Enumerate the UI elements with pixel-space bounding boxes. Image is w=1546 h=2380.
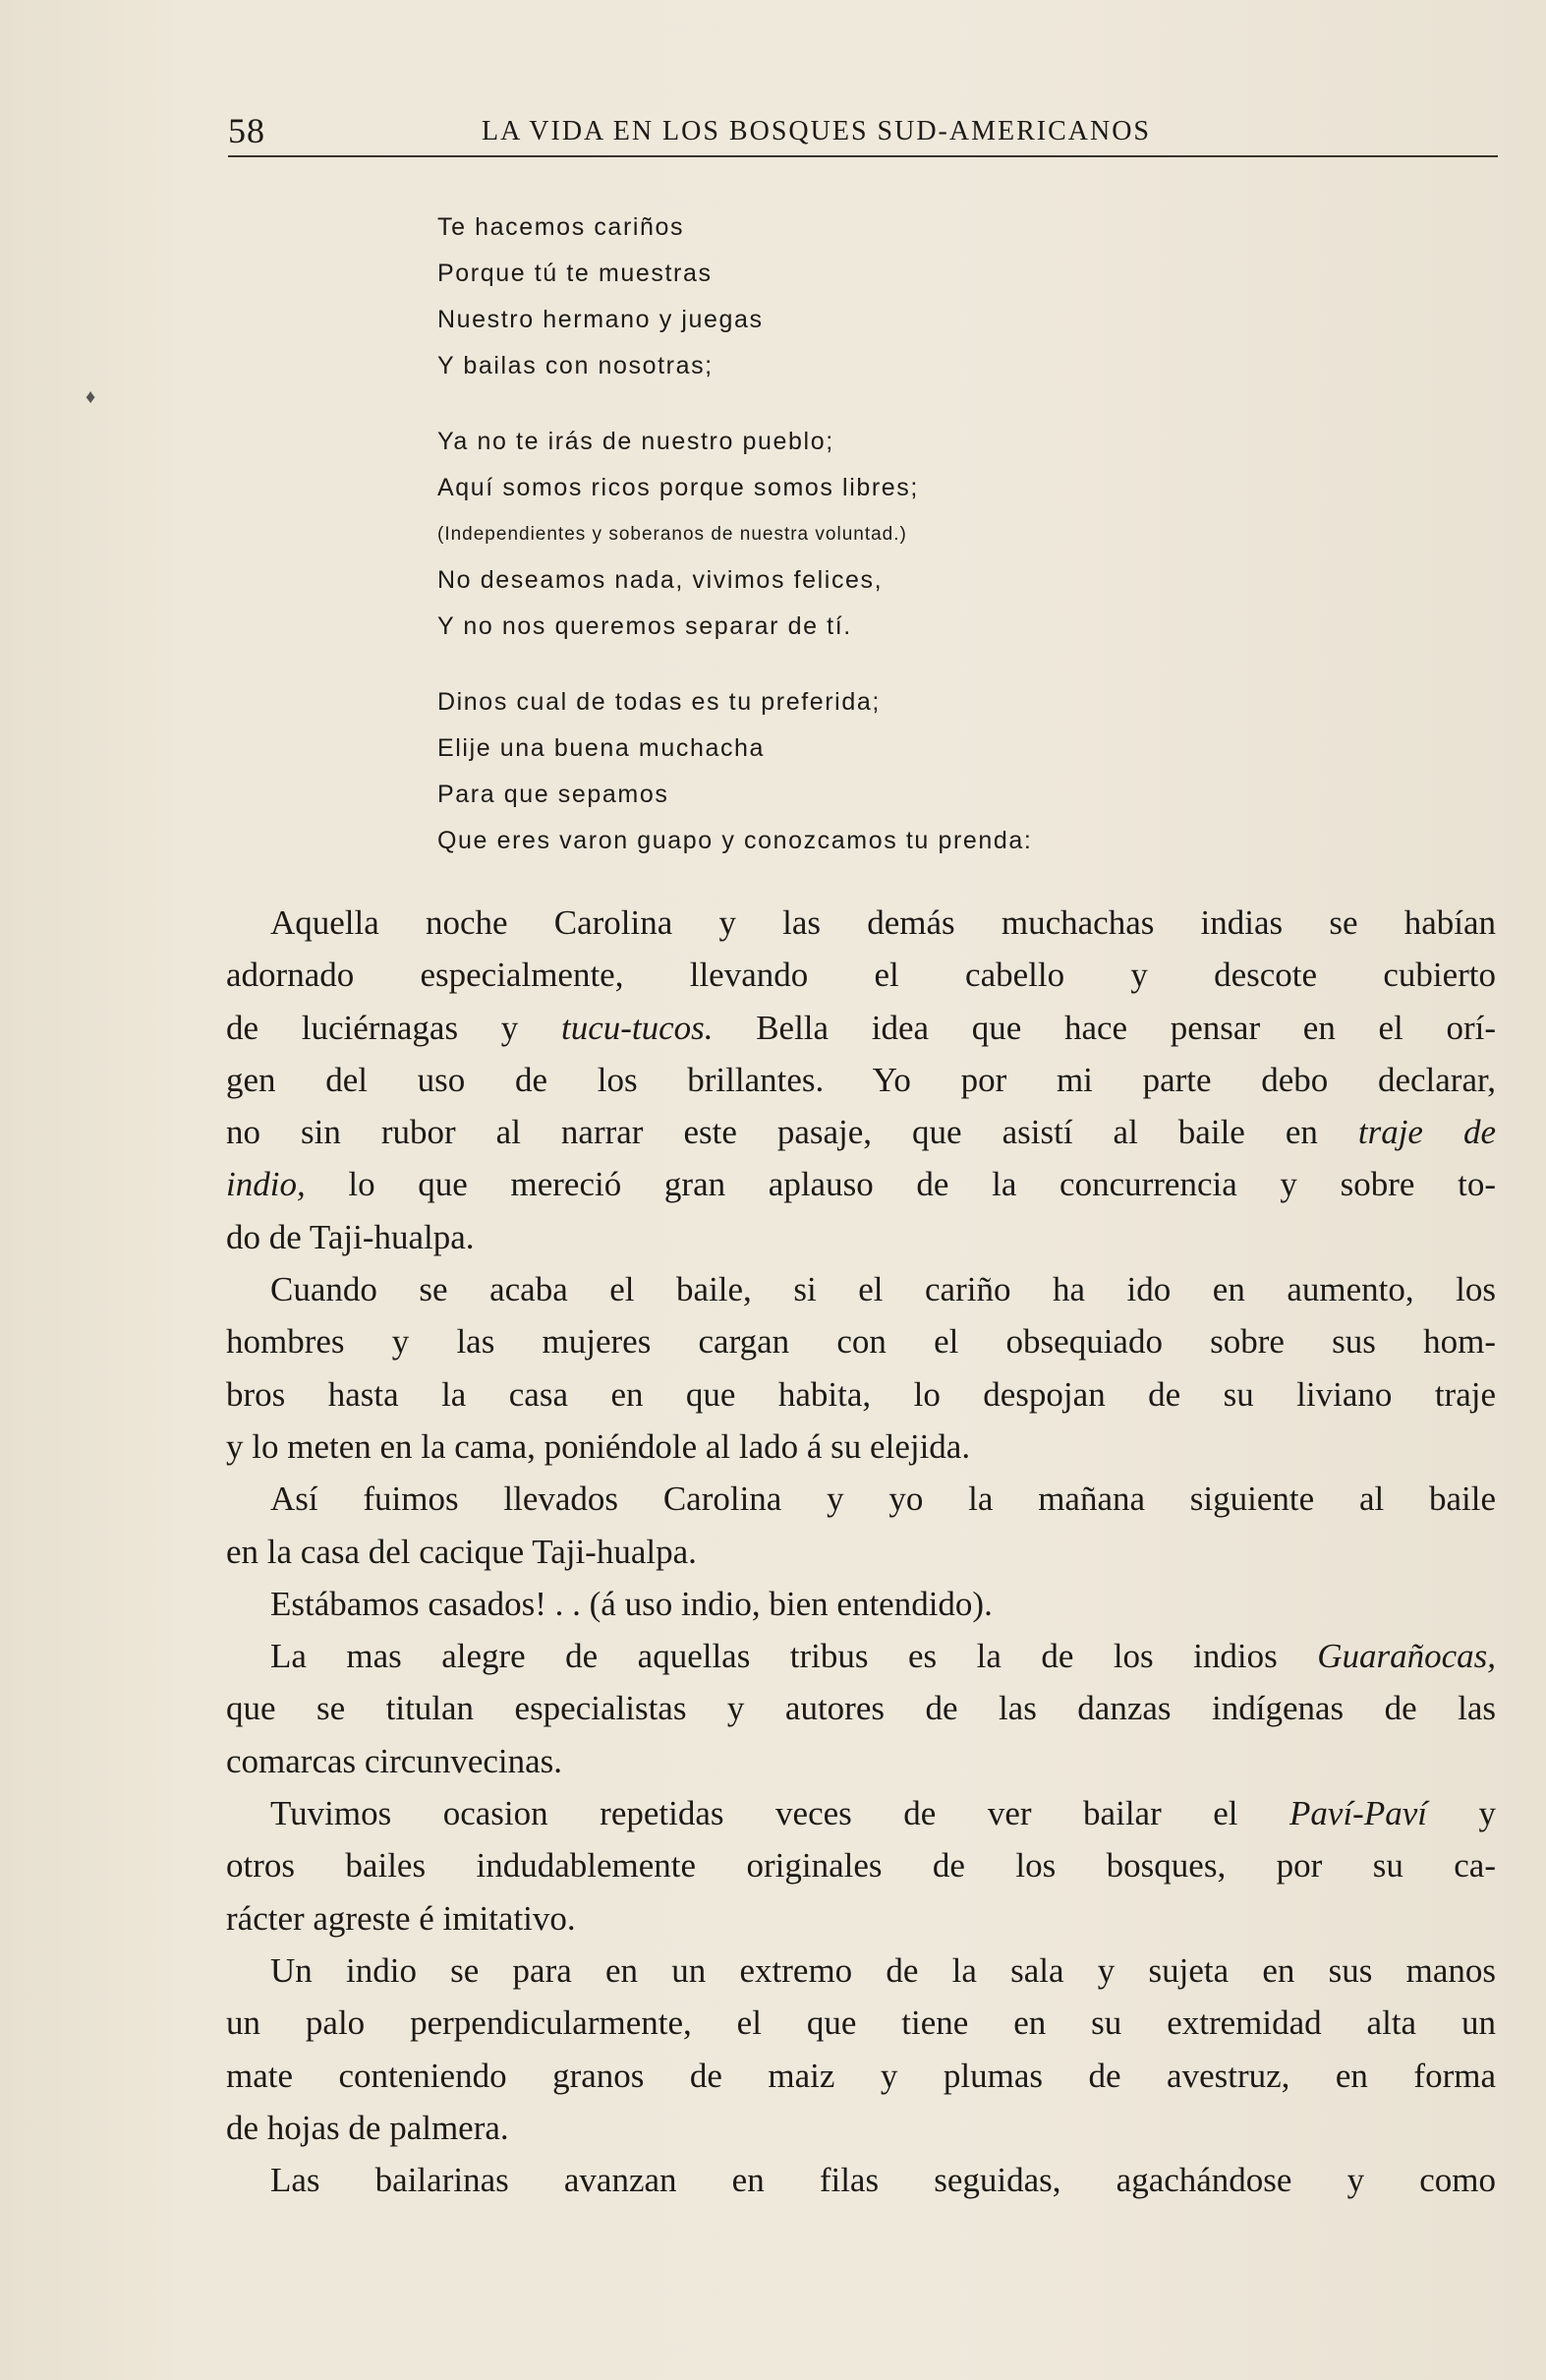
text-line: indio, lo que mereció gran aplauso de la concurrencia y sobre to- bbox=[226, 1165, 1496, 1204]
verse-stanza-3 bbox=[437, 679, 1322, 864]
verse-line: Ya no te irás de nuestro pueblo; bbox=[437, 428, 834, 455]
paragraph-7 bbox=[226, 1945, 1496, 2154]
paragraph-4 bbox=[226, 1578, 1496, 1630]
verse-line: Elije una buena muchacha bbox=[437, 734, 766, 762]
verse-line: Te hacemos cariños bbox=[437, 213, 685, 241]
text-line: La mas alegre de aquellas tribus es la de los indios Guarañocas, bbox=[270, 1637, 1496, 1676]
verse-stanza-1 bbox=[437, 204, 1322, 389]
text-line: Tuvimos ocasion repetidas veces de ver bailar el Paví-Paví y bbox=[270, 1794, 1497, 1833]
text-line: no sin rubor al narrar este pasaje, que asistí al baile en traje de bbox=[226, 1113, 1496, 1152]
verse-line: Y no nos queremos separar de tí. bbox=[437, 612, 852, 640]
verse-line: Para que sepamos bbox=[437, 781, 669, 808]
italic-term: traje de bbox=[1357, 1113, 1496, 1152]
verse-block bbox=[437, 204, 1322, 894]
paragraph-5 bbox=[226, 1630, 1496, 1787]
verse-line: Aquí somos ricos porque somos libres; bbox=[437, 474, 919, 501]
text-line: de hojas de palmera. bbox=[226, 2108, 509, 2147]
text-line: comarcas circunvecinas. bbox=[226, 1741, 563, 1780]
text-line: que se titulan especialistas y autores de las danzas indígenas de las bbox=[226, 1689, 1496, 1728]
paragraph-2 bbox=[226, 1263, 1496, 1473]
paragraph-1 bbox=[226, 897, 1496, 1263]
verse-line: Dinos cual de todas es tu preferida; bbox=[437, 688, 881, 716]
italic-term: Paví-Paví bbox=[1289, 1794, 1427, 1833]
text-line: y lo meten en la cama, poniéndole al lado á su elejida. bbox=[226, 1426, 971, 1466]
verse-line: Que eres varon guapo y conozcamos tu prenda: bbox=[437, 827, 1033, 854]
text-line: hombres y las mujeres cargan con el obsequiado sobre sus hom- bbox=[226, 1322, 1496, 1362]
text-line: Un indio se para en un extremo de la sala y sujeta en sus manos bbox=[270, 1950, 1496, 1990]
paragraph-6 bbox=[226, 1787, 1496, 1945]
text-line: Aquella noche Carolina y las demás muchachas indias se habían bbox=[270, 903, 1496, 942]
text-line: adornado especialmente, llevando el cabello y descote cubierto bbox=[226, 956, 1496, 995]
page-header bbox=[228, 110, 1498, 157]
running-title: LA VIDA EN LOS BOSQUES SUD-AMERICANOS bbox=[482, 116, 1151, 146]
text-line: rácter agreste é imitativo. bbox=[226, 1898, 576, 1938]
text-line: Cuando se acaba el baile, si el cariño ha ido en aumento, los bbox=[270, 1270, 1496, 1309]
italic-term: tucu-tucos. bbox=[560, 1008, 714, 1047]
text-line: de luciérnagas y tucu-tucos. Bella idea que hace pensar en el orí- bbox=[226, 1008, 1496, 1047]
text-line: bros hasta la casa en que habita, lo despojan de su liviano traje bbox=[226, 1374, 1496, 1414]
text-line: Así fuimos llevados Carolina y yo la mañana siguiente al baile bbox=[270, 1480, 1496, 1519]
paragraph-8 bbox=[226, 2154, 1496, 2206]
text-line: un palo perpendicularmente, el que tiene en su extremidad alta un bbox=[226, 2003, 1496, 2043]
verse-line: No deseamos nada, vivimos felices, bbox=[437, 566, 884, 594]
verse-line: Nuestro hermano y juegas bbox=[437, 306, 764, 333]
text-line: gen del uso de los brillantes. Yo por mi parte debo declarar, bbox=[226, 1060, 1496, 1099]
verse-line: Porque tú te muestras bbox=[437, 260, 713, 287]
paragraph-3 bbox=[226, 1473, 1496, 1578]
italic-term: indio, bbox=[226, 1165, 306, 1204]
verse-stanza-2 bbox=[437, 419, 1322, 650]
margin-mark: ♦ bbox=[86, 386, 96, 408]
text-line: mate conteniendo granos de maiz y plumas de avestruz, en forma bbox=[226, 2056, 1496, 2095]
text-line: Estábamos casados! . . (á uso indio, bien entendido). bbox=[270, 1584, 993, 1623]
text-line: otros bailes indudablemente originales de los bosques, por su ca- bbox=[226, 1846, 1496, 1886]
text-line: do de Taji-hualpa. bbox=[226, 1217, 475, 1256]
text-line: Las bailarinas avanzan en filas seguidas, agachándose y como bbox=[270, 2161, 1496, 2200]
page-number: 58 bbox=[228, 111, 265, 150]
verse-line: Y bailas con nosotras; bbox=[437, 352, 714, 379]
italic-term: Guarañocas, bbox=[1317, 1637, 1496, 1676]
body-text bbox=[226, 897, 1496, 2206]
text-line: en la casa del cacique Taji-hualpa. bbox=[226, 1532, 697, 1571]
verse-line-parenthetical: (Independientes y soberanos de nuestra voluntad.) bbox=[437, 524, 907, 545]
